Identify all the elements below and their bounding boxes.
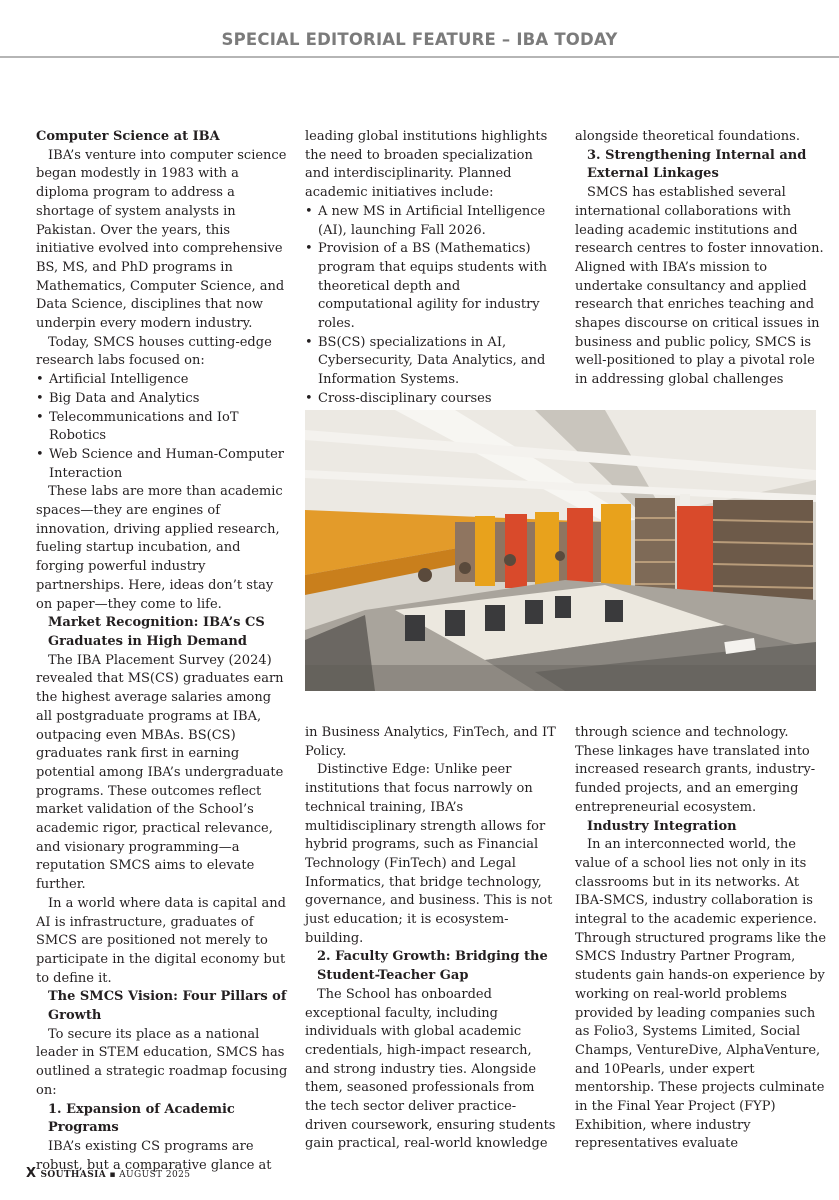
paragraph: leading global institutions highlights the need to broaden specialization and interdisciplinarity. Planned academic initiatives include: bbox=[305, 129, 548, 201]
paragraph: To secure its place as a national leader in STEM education, SMCS has outlined a strategic roadmap focusing on: bbox=[36, 1026, 288, 1098]
research-labs-list bbox=[36, 371, 288, 483]
header-rule bbox=[0, 56, 839, 58]
list-item: • A new MS in Artificial Intelligence (AI), launching Fall 2026. bbox=[305, 203, 557, 240]
heading-industry-integration: Industry Integration bbox=[587, 818, 737, 834]
heading-expansion-programs: 1. Expansion of Academic Programs bbox=[48, 1101, 235, 1136]
paragraph: in Business Analytics, FinTech, and IT Policy. bbox=[305, 725, 556, 759]
library-photo bbox=[305, 410, 816, 691]
heading-smcs-vision: The SMCS Vision: Four Pillars of Growth bbox=[48, 989, 287, 1024]
footer-issue: AUGUST 2025 bbox=[119, 1170, 191, 1180]
paragraph: SMCS has established several international collaborations with leading academic institutions and research centres to foster innovation. Aligned with IBA’s mission to undertake consultancy and applied research that enriches teaching and shapes discourse on critical issues in business and public policy, SMCS is well-positioned to play a pivotal role in addressing global challenges bbox=[575, 185, 824, 388]
paragraph: IBA’s existing CS programs are robust, but a comparative glance at bbox=[36, 1138, 272, 1173]
paragraph: The School has onboarded exceptional faculty, including individuals with global academic credentials, high-impact research, and strong industry ties. Alongside them, seasoned professionals from the tech sector deliver practice-driven coursework, ensuring students gain practical, real-world knowledge bbox=[305, 986, 556, 1152]
paragraph: In an interconnected world, the value of a school lies not only in its classrooms but in its networks. At IBA-SMCS, industry collaboration is integral to the academic experience. Through structured programs like the SMCS Industry Partner Program, students gain hands-on experience by working on real-world problems provided by leading companies such as Folio3, Systems Limited, Social Champs, VentureDive, AlphaVenture, and 10Pearls, under expert mentorship. These projects culminate in the Final Year Project (FYP) Exhibition, where industry representatives evaluate bbox=[575, 837, 827, 1152]
paragraph: alongside theoretical foundations. bbox=[575, 129, 800, 144]
footer-mark: X bbox=[26, 1166, 37, 1181]
heading-linkages: 3. Strengthening Internal and External Linkages bbox=[587, 147, 807, 182]
paragraph: These labs are more than academic spaces—they are engines of innovation, driving applied research, fueling startup incubation, and forging powerful industry partnerships. Here, ideas don’t stay on paper—they come to life. bbox=[36, 484, 283, 612]
list-item: • Provision of a BS (Mathematics) program that equips students with theoretical depth and computational agility for industry roles. bbox=[305, 240, 557, 334]
column-right-bottom bbox=[575, 724, 827, 1154]
list-item: • Artificial Intelligence bbox=[36, 371, 288, 390]
paragraph: The IBA Placement Survey (2024) revealed that MS(CS) graduates earn the highest average salaries among all postgraduate programs at IBA, outpacing even MBAs. BS(CS) graduates rank first in earning potential among IBA’s undergraduate programs. These outcomes reflect market validation of the School’s academic rigor, practical relevance, and visionary programming—a reputation SMCS aims to elevate further. bbox=[36, 652, 284, 893]
column-middle-bottom bbox=[305, 724, 557, 1154]
column-left bbox=[36, 128, 288, 1175]
footer-brand: SOUTHASIA bbox=[40, 1170, 107, 1180]
paragraph: through science and technology. These linkages have translated into increased research grants, industry-funded projects, and an emerging entrepreneurial ecosystem. bbox=[575, 725, 816, 815]
footer-separator: ▪ bbox=[106, 1170, 120, 1180]
list-item: • Telecommunications and IoT Robotics bbox=[36, 409, 288, 446]
column-right-top bbox=[575, 128, 827, 390]
paragraph: Today, SMCS houses cutting-edge research labs focused on: bbox=[36, 334, 272, 369]
initiatives-list bbox=[305, 203, 557, 409]
list-item: • Big Data and Analytics bbox=[36, 390, 288, 409]
list-item: • Web Science and Human-Computer Interaction bbox=[36, 446, 288, 483]
page-header-title: SPECIAL EDITORIAL FEATURE – IBA TODAY bbox=[221, 30, 618, 49]
page-footer bbox=[26, 1166, 190, 1181]
list-item: • Cross-disciplinary courses bbox=[305, 390, 557, 409]
paragraph: IBA’s venture into computer science began modestly in 1983 with a diploma program to address a shortage of system analysts in Pakistan. Over the years, this initiative evolved into comprehensive BS, MS, and PhD programs in Mathematics, Computer Science, and Data Science, disciplines that now underpin every modern industry. bbox=[36, 147, 287, 332]
library-photo-illustration bbox=[305, 410, 816, 691]
heading-faculty-growth: 2. Faculty Growth: Bridging the Student-Teacher Gap bbox=[317, 949, 548, 984]
paragraph: In a world where data is capital and AI is infrastructure, graduates of SMCS are positioned not merely to participate in the digital economy but to define it. bbox=[36, 895, 286, 986]
heading-market-recognition: Market Recognition: IBA’s CS Graduates in High Demand bbox=[48, 615, 265, 649]
column-middle-top bbox=[305, 128, 557, 409]
paragraph: Distinctive Edge: Unlike peer institutions that focus narrowly on technical training, IBA’s multidisciplinary strength allows for hybrid programs, such as Financial Technology (FinTech) and Legal Informatics, that bridge technology, governance, and business. This is not just education; it is ecosystem-building. bbox=[305, 762, 553, 946]
list-item: • BS(CS) specializations in AI, Cybersecurity, Data Analytics, and Information Systems. bbox=[305, 334, 557, 390]
heading-computer-science: Computer Science at IBA bbox=[36, 129, 220, 144]
